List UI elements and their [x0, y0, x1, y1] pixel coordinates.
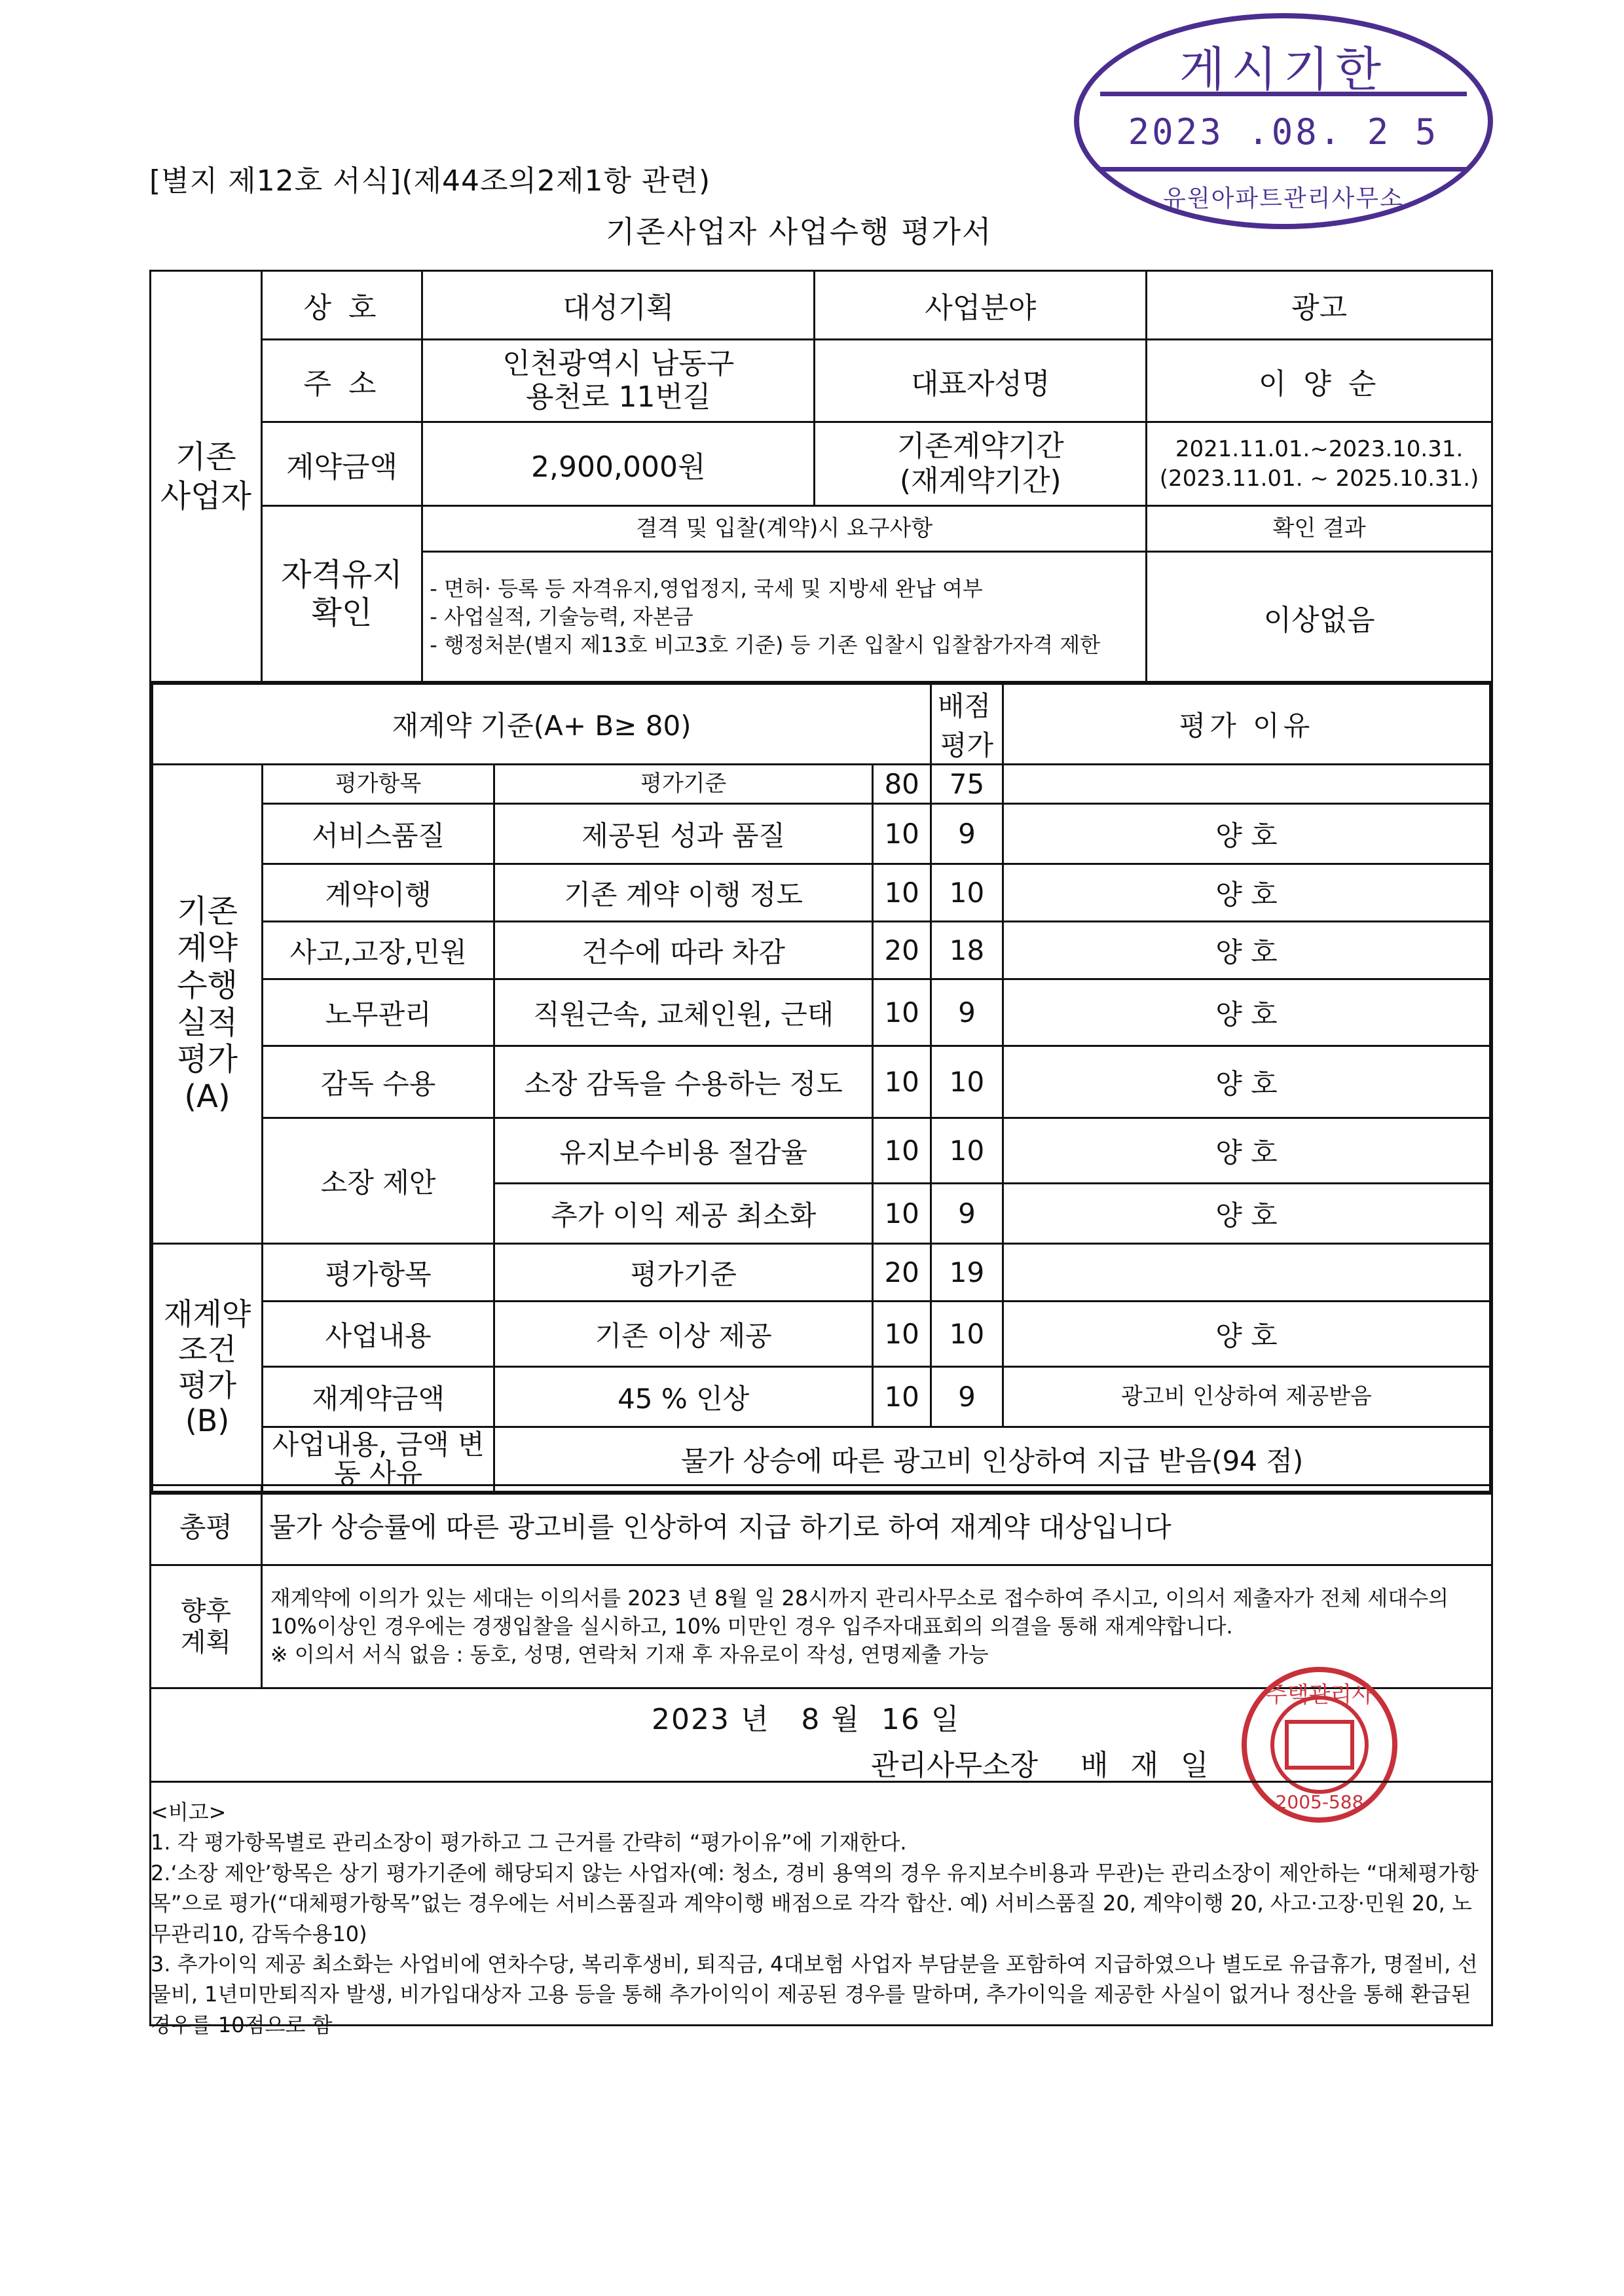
address-label: 주 소: [261, 340, 422, 422]
a-row-4-score: 10: [873, 979, 931, 1046]
a-row-3-item: 사고,고장,민원: [263, 922, 494, 979]
note-1: 1. 각 평가항목별로 관리소장이 평가하고 그 근거를 간략히 “평가이유”에 기재한다.: [151, 1830, 907, 1855]
a-header-eval: 75: [931, 765, 1003, 804]
proposal-row-1-eval: 10: [931, 1118, 1003, 1184]
summary-value: 물가 상승률에 따른 광고비를 인상하여 지급 하기로 하여 재계약 대상입니다: [261, 1485, 1492, 1565]
recontract-evaluation-table: [149, 681, 1493, 1495]
a-row-2-eval: 10: [931, 864, 1003, 922]
b-header-eval: 19: [931, 1244, 1003, 1302]
a-row-5-basis: 소장 감독을 수용하는 정도: [494, 1046, 873, 1118]
b-header-basis: 평가기준: [494, 1244, 873, 1302]
table-row: [151, 1118, 1491, 1184]
b-row-2-eval: 9: [931, 1367, 1003, 1427]
proposal-row-2-basis: 추가 이익 제공 최소화: [494, 1184, 873, 1244]
form-reference: [별지 제12호 서식](제44조의2제1항 관련): [149, 164, 711, 198]
field-label: 사업분야: [815, 271, 1147, 340]
seal-number: 2005-588: [1275, 1791, 1364, 1813]
period-label-1: 기존계약기간: [896, 429, 1064, 463]
notes-header: <비고>: [151, 1800, 227, 1825]
proposal-row-2-eval: 9: [931, 1184, 1003, 1244]
table-row: [151, 1046, 1491, 1118]
period-value-2: (2023.11.01. ~ 2025.10.31.): [1159, 465, 1479, 492]
table-row: [151, 979, 1491, 1046]
b-row-1-item: 사업내용: [263, 1302, 494, 1367]
proposal-item: 소장 제안: [263, 1118, 494, 1244]
summary-label: 총평: [151, 1485, 262, 1565]
plan-line-1: 재계약에 이의가 있는 세대는 이의서를 2023 년 8월 일 28시까지 관리사무소로 접수하여 주시고, 이의서 제출자가 전체 세대수의 10%이상인 경우에는 경쟁입찰을 실시하고, 10% 미만인 경우 입주자대표회의 의결을 통해 재계약합니다.: [270, 1585, 1449, 1639]
b-row-1-reason: 양 호: [1003, 1302, 1491, 1367]
qualification-requirements-header: 결격 및 입찰(계약)시 요구사항: [422, 506, 1147, 552]
qualification-result-header: 확인 결과: [1147, 506, 1492, 552]
a-header-reason: [1003, 765, 1491, 804]
signature-name: 배 재 일: [1080, 1749, 1215, 1782]
period-label: [815, 422, 1147, 506]
b-row-1-score: 10: [873, 1302, 931, 1367]
requirement-3: - 행정처분(별지 제13호 비고3호 기준) 등 기존 입찰시 입찰참가자격 제한: [430, 632, 1100, 658]
a-row-3-basis: 건수에 따라 차감: [494, 922, 873, 979]
section-b-label: 재계약 조건 평가 (B): [151, 1244, 263, 1493]
posting-deadline-stamp: [1074, 13, 1493, 242]
signature-date: 2023 년 8 월 16 일: [652, 1703, 961, 1736]
a-row-4-item: 노무관리: [263, 979, 494, 1046]
stamp-date: 2023 .08. 2 5: [1128, 111, 1439, 153]
a-row-1-item: 서비스품질: [263, 804, 494, 864]
qualification-requirements: [422, 552, 1147, 683]
stamp-title: 게시기한: [1179, 42, 1388, 97]
proposal-row-2-reason: 양 호: [1003, 1184, 1491, 1244]
a-row-1-basis: 제공된 성과 품질: [494, 804, 873, 864]
name-label: 상 호: [261, 271, 422, 340]
a-row-2-item: 계약이행: [263, 864, 494, 922]
plan-line-2: ※ 이의서 서식 없음 : 동호, 성명, 연락처 기재 후 자유로이 작성, 연명제출 가능: [270, 1642, 989, 1667]
a-row-5-item: 감독 수용: [263, 1046, 494, 1118]
table-row: [151, 864, 1491, 922]
b-row-2-basis: 45 % 인상: [494, 1367, 873, 1427]
name-value: 대성기획: [422, 271, 815, 340]
qualification-label: 자격유지 확인: [261, 506, 422, 683]
a-row-2-score: 10: [873, 864, 931, 922]
a-row-3-score: 20: [873, 922, 931, 979]
b-row-2-item: 재계약금액: [263, 1367, 494, 1427]
address-line-1: 인천광역시 남동구: [502, 346, 735, 380]
b-header-item: 평가항목: [263, 1244, 494, 1302]
amount-label: 계약금액: [261, 422, 422, 506]
period-value: [1147, 422, 1492, 506]
col-score-header: 배점: [937, 690, 991, 722]
field-value: 광고: [1147, 271, 1492, 340]
a-row-2-reason: 양 호: [1003, 864, 1491, 922]
col-reason-header: 평가 이유: [1003, 683, 1491, 765]
a-header-score: 80: [873, 765, 931, 804]
seal-text: 주택관리사: [1265, 1682, 1374, 1708]
proposal-row-1-reason: 양 호: [1003, 1118, 1491, 1184]
signature-title: 관리사무소장: [871, 1749, 1039, 1782]
stamp-org: 유원아파트관리사무소: [1163, 185, 1404, 212]
a-row-5-score: 10: [873, 1046, 931, 1118]
proposal-row-1-score: 10: [873, 1118, 931, 1184]
change-reason-label: 사업내용, 금액 변동 사유: [263, 1427, 494, 1493]
a-header-basis: 평가기준: [494, 765, 873, 804]
b-row-1-basis: 기존 이상 제공: [494, 1302, 873, 1367]
b-header-reason: [1003, 1244, 1491, 1302]
representative-label: 대표자성명: [815, 340, 1147, 422]
col-eval-header: [931, 683, 1003, 765]
a-row-5-reason: 양 호: [1003, 1046, 1491, 1118]
proposal-row-2-score: 10: [873, 1184, 931, 1244]
address-line-2: 용천로 11번길: [526, 380, 711, 414]
note-2: 2.‘소장 제안’항목은 상기 평가기준에 해당되지 않는 사업자(예: 청소, 경비 용역의 경우 유지보수비용과 무관)는 관리소장이 제안하는 “대체평가항목”으로 평가(“대체평가항목”없는 경우에는 서비스품질과 계약이행 배점으로 각각 합산. 예) 서비스품질 20, 계약이행 20, 사고·고장·민원 20, 노무관리10, 감독수용10): [151, 1860, 1479, 1946]
change-reason-value: 물가 상승에 따른 광고비 인상하여 지급 받음(94 점): [494, 1427, 1491, 1493]
a-header-item: 평가항목: [263, 765, 494, 804]
requirement-2: - 사업실적, 기술능력, 자본금: [430, 604, 693, 629]
existing-contractor-table: [149, 270, 1493, 683]
section-a-label: 기존 계약 수행 실적 평가 (A): [151, 765, 263, 1244]
a-row-3-reason: 양 호: [1003, 922, 1491, 979]
a-row-3-eval: 18: [931, 922, 1003, 979]
a-row-1-reason: 양 호: [1003, 804, 1491, 864]
table-row: [151, 804, 1491, 864]
a-row-1-eval: 9: [931, 804, 1003, 864]
qualification-result: 이상없음: [1147, 552, 1492, 683]
a-row-4-eval: 9: [931, 979, 1003, 1046]
b-header-score: 20: [873, 1244, 931, 1302]
b-row-2-reason: 광고비 인상하여 제공받음: [1003, 1367, 1491, 1427]
b-row-2-score: 10: [873, 1367, 931, 1427]
summary-table: [149, 1484, 1493, 1689]
notes: [151, 1797, 1490, 2040]
recontract-criteria: 재계약 기준(A+ B≥ 80): [151, 683, 931, 765]
representative-value: 이 양 순: [1147, 340, 1492, 422]
table-row: [151, 922, 1491, 979]
address-value: [422, 340, 815, 422]
period-value-1: 2021.11.01.~2023.10.31.: [1175, 436, 1464, 463]
a-row-4-reason: 양 호: [1003, 979, 1491, 1046]
a-row-1-score: 10: [873, 804, 931, 864]
proposal-row-1-basis: 유지보수비용 절감율: [494, 1118, 873, 1184]
table-row: [151, 1367, 1491, 1427]
plan-label: 향후 계획: [151, 1565, 262, 1688]
existing-section-label: 기존 사업자: [151, 271, 262, 683]
table-row: [151, 1302, 1491, 1367]
a-row-5-eval: 10: [931, 1046, 1003, 1118]
document-title: 기존사업자 사업수행 평가서: [606, 214, 993, 249]
amount-value: 2,900,000원: [422, 422, 815, 506]
a-row-2-basis: 기존 계약 이행 정도: [494, 864, 873, 922]
col-eval-label: 평가: [940, 729, 994, 761]
period-label-2: (재계약기간): [899, 464, 1061, 498]
requirement-1: - 면허· 등록 등 자격유지,영업정지, 국세 및 지방세 완납 여부: [430, 575, 983, 601]
b-row-1-eval: 10: [931, 1302, 1003, 1367]
a-row-4-basis: 직원근속, 교체인원, 근태: [494, 979, 873, 1046]
note-3: 3. 추가이익 제공 최소화는 사업비에 연차수당, 복리후생비, 퇴직금, 4대보험 사업자 부담분을 포함하여 지급하였으나 별도로 유급휴가, 명절비, 선물비, 1년미만퇴직자 발생, 비가입대상자 고용 등을 통해 추가이익이 제공된 경우를 말하며, 추가이익을 제공한 사실이 없거나 정산을 통해 환급된 경우를 10점으로 함: [151, 1951, 1478, 2037]
